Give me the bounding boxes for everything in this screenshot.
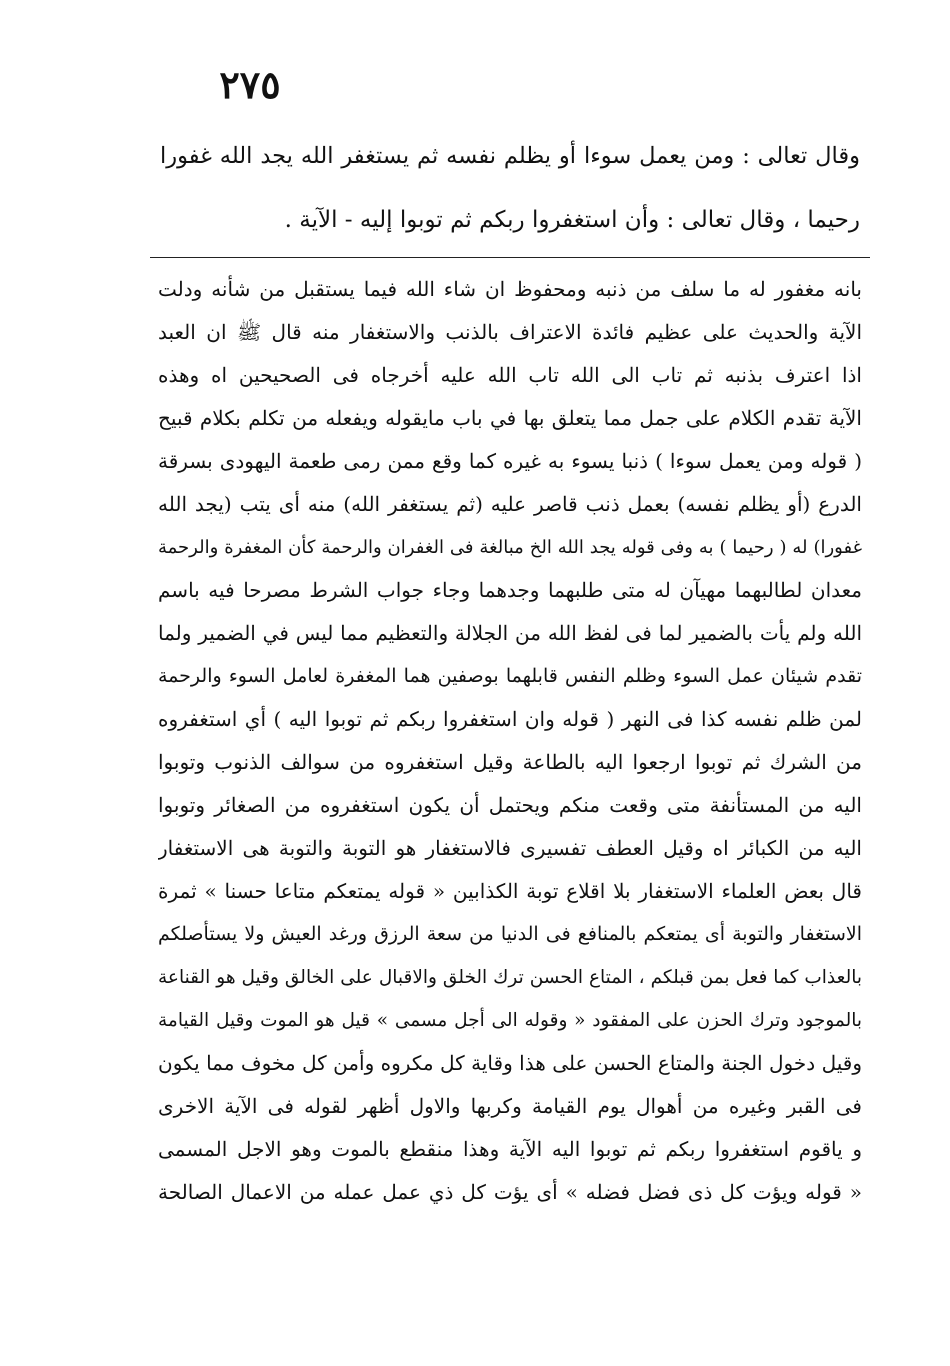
commentary-line: قال بعض العلماء الاستغفار بلا اقلاع توبة الكذابين « قوله يمتعكم متاعا حسنا » ثمرة [158, 879, 862, 903]
commentary-line: فى القبر وغيره من أهوال يوم القيامة وكربها والاول أظهر لقوله فى الآية الاخرى [158, 1094, 862, 1118]
commentary-line: بالعذاب كما فعل بمن قبلكم ، المتاع الحسن ترك الخلق والاقبال على الخالق وقيل هو القناعة [158, 967, 862, 988]
commentary-line: اذا اعترف بذنبه ثم تاب الى الله تاب الله عليه أخرجاه فى الصحيحين اه وهذه [158, 363, 862, 387]
commentary-line: اليه من المستأنفة متى وقعت منكم ويحتمل أن يكون استغفروه من الصغائر وتوبوا [158, 793, 862, 817]
commentary-line: و ياقوم استغفروا ربكم ثم توبوا اليه الآية وهذا منقطع بالموت وهو الاجل المسمى [158, 1137, 862, 1161]
commentary-line: تقدم شيئان عمل السوء وظلم النفس قابلهما بوصفين هما المغفرة لعامل السوء والرحمة [158, 665, 862, 687]
commentary-line: اليه من الكبائر اه وقيل العطف تفسيرى فالاستغفار هو التوبة والتوبة هى الاستغفار [158, 836, 862, 860]
commentary-line: غفورا) له ( رحيما ) به وفى قوله يجد الله الخ مبالغة فى الغفران والرحمة كأن المغفرة والرحمة [158, 537, 862, 558]
quran-verses-block [160, 124, 860, 252]
commentary-line: الدرع (أو يظلم نفسه) بعمل ذنب قاصر عليه (ثم يستغفر الله) منه أى يتب (يجد الله [158, 492, 862, 516]
commentary-line: لمن ظلم نفسه كذا فى النهر ( قوله وان استغفروا ربكم ثم توبوا اليه ) أي استغفروه [158, 707, 862, 731]
commentary-line: من الشرك ثم توبوا ارجعوا اليه بالطاعة وقيل استغفروه من سوالف الذنوب وتوبوا [158, 750, 862, 774]
commentary-line: الله ولم يأت بالضمير لما فى لفظ الله من الجلالة والتعظيم مما ليس في الضمير ولما [158, 621, 862, 645]
quran-verse-line: رحيما ، وقال تعالى : وأن استغفروا ربكم ثم توبوا إليه - الآية . [284, 207, 860, 233]
commentary-line: بالموجود وترك الحزن على المفقود « وقوله الى أجل مسمى » قيل هو الموت وقيل القيامة [158, 1010, 862, 1031]
commentary-line: الاستغفار والتوبة أى يمتعكم بالمنافع فى الدنيا من سعة الرزق ورغد العيش ولا يستأصلكم [158, 923, 862, 945]
commentary-line: « قوله ويؤت كل ذى فضل فضله » أى يؤت كل ذي عمل عمله من الاعمال الصالحة [158, 1180, 862, 1204]
commentary-line: الآية والحديث على عظيم فائدة الاعتراف بالذنب والاستغفار منه قال ﷺ ان العبد [158, 320, 862, 344]
commentary-line: الآية تقدم الكلام على جمل مما يتعلق بها في باب مايقوله ويفعله من تكلم بكلام قبيح [158, 406, 862, 430]
commentary-block [158, 268, 862, 1214]
quran-verse-line: وقال تعالى : ومن يعمل سوءا أو يظلم نفسه ثم يستغفر الله يجد الله غفورا [160, 143, 860, 169]
section-divider [150, 257, 870, 258]
commentary-line: ( قوله ومن يعمل سوءا ) ذنبا يسوء به غيره كما وقع ممن رمى طعمة اليهودى بسرقة [158, 449, 862, 473]
commentary-line: وقيل دخول الجنة والمتاع الحسن على هذا وقاية كل مكروه وأمن كل مخوف مما يكون [158, 1051, 862, 1075]
page-number: ٢٧٥ [219, 62, 281, 107]
commentary-line: معدان لطالبهما مهيآن له متى طلبهما وجدهما وجاء جواب الشرط مصرحا فيه باسم [158, 578, 862, 602]
commentary-line: بانه مغفور له ما سلف من ذنبه ومحفوظ ان شاء الله فيما يستقبل من شأنه ودلت [158, 277, 862, 301]
